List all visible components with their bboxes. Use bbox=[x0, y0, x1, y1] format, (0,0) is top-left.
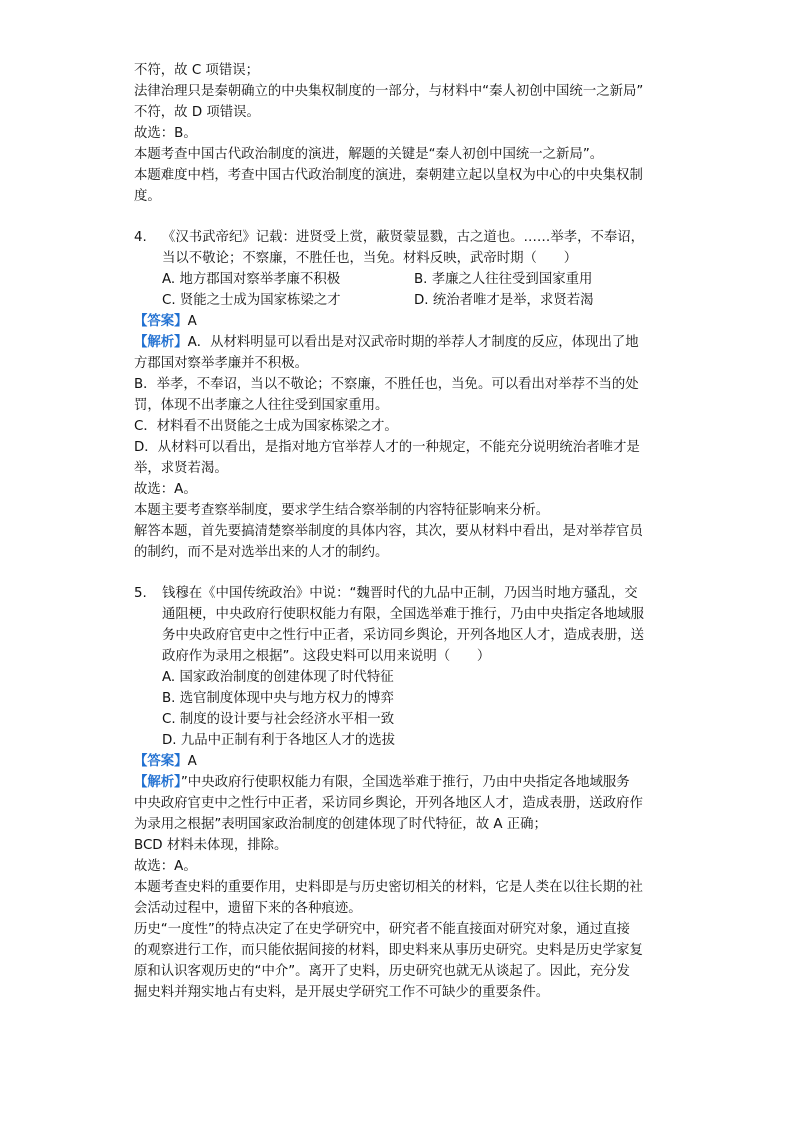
analysis-text: 的制约，而不是对选举出来的人才的制约。 bbox=[134, 545, 389, 560]
analysis-text: B．举孝，不奉诏，当以不敬论；不察廉，不胜任也，当免。可以看出对举荐不当的处 bbox=[134, 377, 639, 392]
analysis-text: 本题主要考查察举制度，要求学生结合察举制的内容特征影响来分析。 bbox=[134, 503, 550, 518]
text-line: 不符，故 D 项错误。 bbox=[134, 105, 260, 120]
answer-tag: 【答案】 bbox=[134, 754, 188, 769]
analysis-text: C．材料看不出贤能之士成为国家栋梁之才。 bbox=[134, 419, 398, 434]
text-line: 不符，故 C 项错误； bbox=[134, 63, 259, 78]
analysis-text: 方郡国对察举孝廉并不积极。 bbox=[134, 356, 309, 371]
analysis-text: 本题考查史料的重要作用，史料即是与历史密切相关的材料，它是人类在以往长期的社 bbox=[134, 880, 643, 895]
analysis-text: 举，求贤若渴。 bbox=[134, 461, 228, 476]
answer-value: A bbox=[187, 314, 197, 329]
question-stem: 政府作为录用之根据”。这段史料可以用来说明（ ） bbox=[162, 649, 491, 664]
question-stem: 钱穆在《中国传统政治》中说：“魏晋时代的九品中正制，乃因当时地方骚乱，交 bbox=[162, 586, 638, 601]
question-number: 4. bbox=[134, 230, 147, 245]
analysis-text: D．从材料可以看出，是指对地方官举荐人才的一种规定，不能充分说明统治者唯才是 bbox=[134, 440, 640, 455]
question-stem: 当以不敬论；不察廉，不胜任也，当免。材料反映，武帝时期（ ） bbox=[162, 251, 578, 266]
analysis-text: 原和认识客观历史的“中介”。离开了史料，历史研究也就无从谈起了。因此，充分发 bbox=[134, 964, 630, 979]
question-stem: 务中央政府官吏中之性行中正者，采访同乡舆论，开列各地区人才，造成表册，送 bbox=[162, 628, 645, 643]
analysis-text: BCD 材料未体现，排除。 bbox=[134, 838, 288, 853]
option-b: B. 孝廉之人往往受到国家重用 bbox=[414, 272, 593, 287]
answer-line bbox=[134, 313, 197, 331]
analysis-text: A．从材料明显可以看出是对汉武帝时期的举荐人才制度的反应，体现出了地 bbox=[187, 335, 639, 350]
analysis-text: 中央政府官吏中之性行中正者，采访同乡舆论，开列各地区人才，造成表册，送政府作 bbox=[134, 796, 643, 811]
analysis-text: 解答本题，首先要搞清楚察举制度的具体内容，其次，要从材料中看出，是对举荐官员 bbox=[134, 524, 643, 539]
analysis-tag: 【解析】 bbox=[134, 775, 181, 790]
analysis-text: 会活动过程中，遗留下来的各种痕迹。 bbox=[134, 901, 362, 916]
text-line: 本题难度中档，考查中国古代政治制度的演进，秦朝建立起以皇权为中心的中央集权制 bbox=[134, 168, 643, 183]
analysis-line bbox=[134, 774, 630, 792]
answer-line bbox=[134, 753, 197, 771]
analysis-text: 的观察进行工作，而只能依据间接的材料，即史料来从事历史研究。史料是历史学家复 bbox=[134, 943, 643, 958]
text-line: 度。 bbox=[134, 189, 161, 204]
analysis-text: 历史“一度性”的特点决定了在史学研究中，研究者不能直接面对研究对象，通过直接 bbox=[134, 922, 630, 937]
question-stem: 通阻梗，中央政府行使职权能力有限，全国选举难于推行，乃由中央指定各地域服 bbox=[162, 607, 645, 622]
question-stem: 《汉书武帝纪》记载：进贤受上赏，蔽贤蒙显戮，古之道也。……举孝，不奉诏， bbox=[162, 230, 645, 245]
analysis-text: 罚，体现不出孝廉之人往往受到国家重用。 bbox=[134, 398, 389, 413]
question-number: 5. bbox=[134, 586, 147, 601]
option-a: A. 地方郡国对察举孝廉不积极 bbox=[162, 272, 341, 287]
analysis-line bbox=[134, 334, 639, 352]
option-c: C. 制度的设计要与社会经济水平相一致 bbox=[162, 712, 395, 727]
analysis-text: 掘史料并翔实地占有史料，是开展史学研究工作不可缺少的重要条件。 bbox=[134, 985, 550, 1000]
analysis-text: 故选：A。 bbox=[134, 482, 197, 497]
analysis-text: ”中央政府行使职权能力有限，全国选举难于推行，乃由中央指定各地域服务 bbox=[180, 775, 630, 790]
option-d: D. 九品中正制有利于各地区人才的选拔 bbox=[162, 733, 396, 748]
analysis-tag: 【解析】 bbox=[134, 335, 188, 350]
option-d: D. 统治者唯才是举，求贤若渴 bbox=[414, 293, 594, 308]
option-c: C. 贤能之士成为国家栋梁之才 bbox=[162, 293, 341, 308]
text-line: 本题考查中国古代政治制度的演进，解题的关键是“秦人初创中国统一之新局”。 bbox=[134, 147, 604, 162]
option-a: A. 国家政治制度的创建体现了时代特征 bbox=[162, 670, 394, 685]
option-b: B. 选官制度体现中央与地方权力的博弈 bbox=[162, 691, 394, 706]
answer-value: A bbox=[187, 754, 197, 769]
answer-tag: 【答案】 bbox=[134, 314, 188, 329]
analysis-text: 为录用之根据”表明国家政治制度的创建体现了时代特征，故 A 正确； bbox=[134, 817, 547, 832]
text-line: 故选：B。 bbox=[134, 126, 197, 141]
text-line: 法律治理只是秦朝确立的中央集权制度的一部分，与材料中“秦人初创中国统一之新局” bbox=[134, 84, 644, 99]
analysis-text: 故选：A。 bbox=[134, 859, 197, 874]
